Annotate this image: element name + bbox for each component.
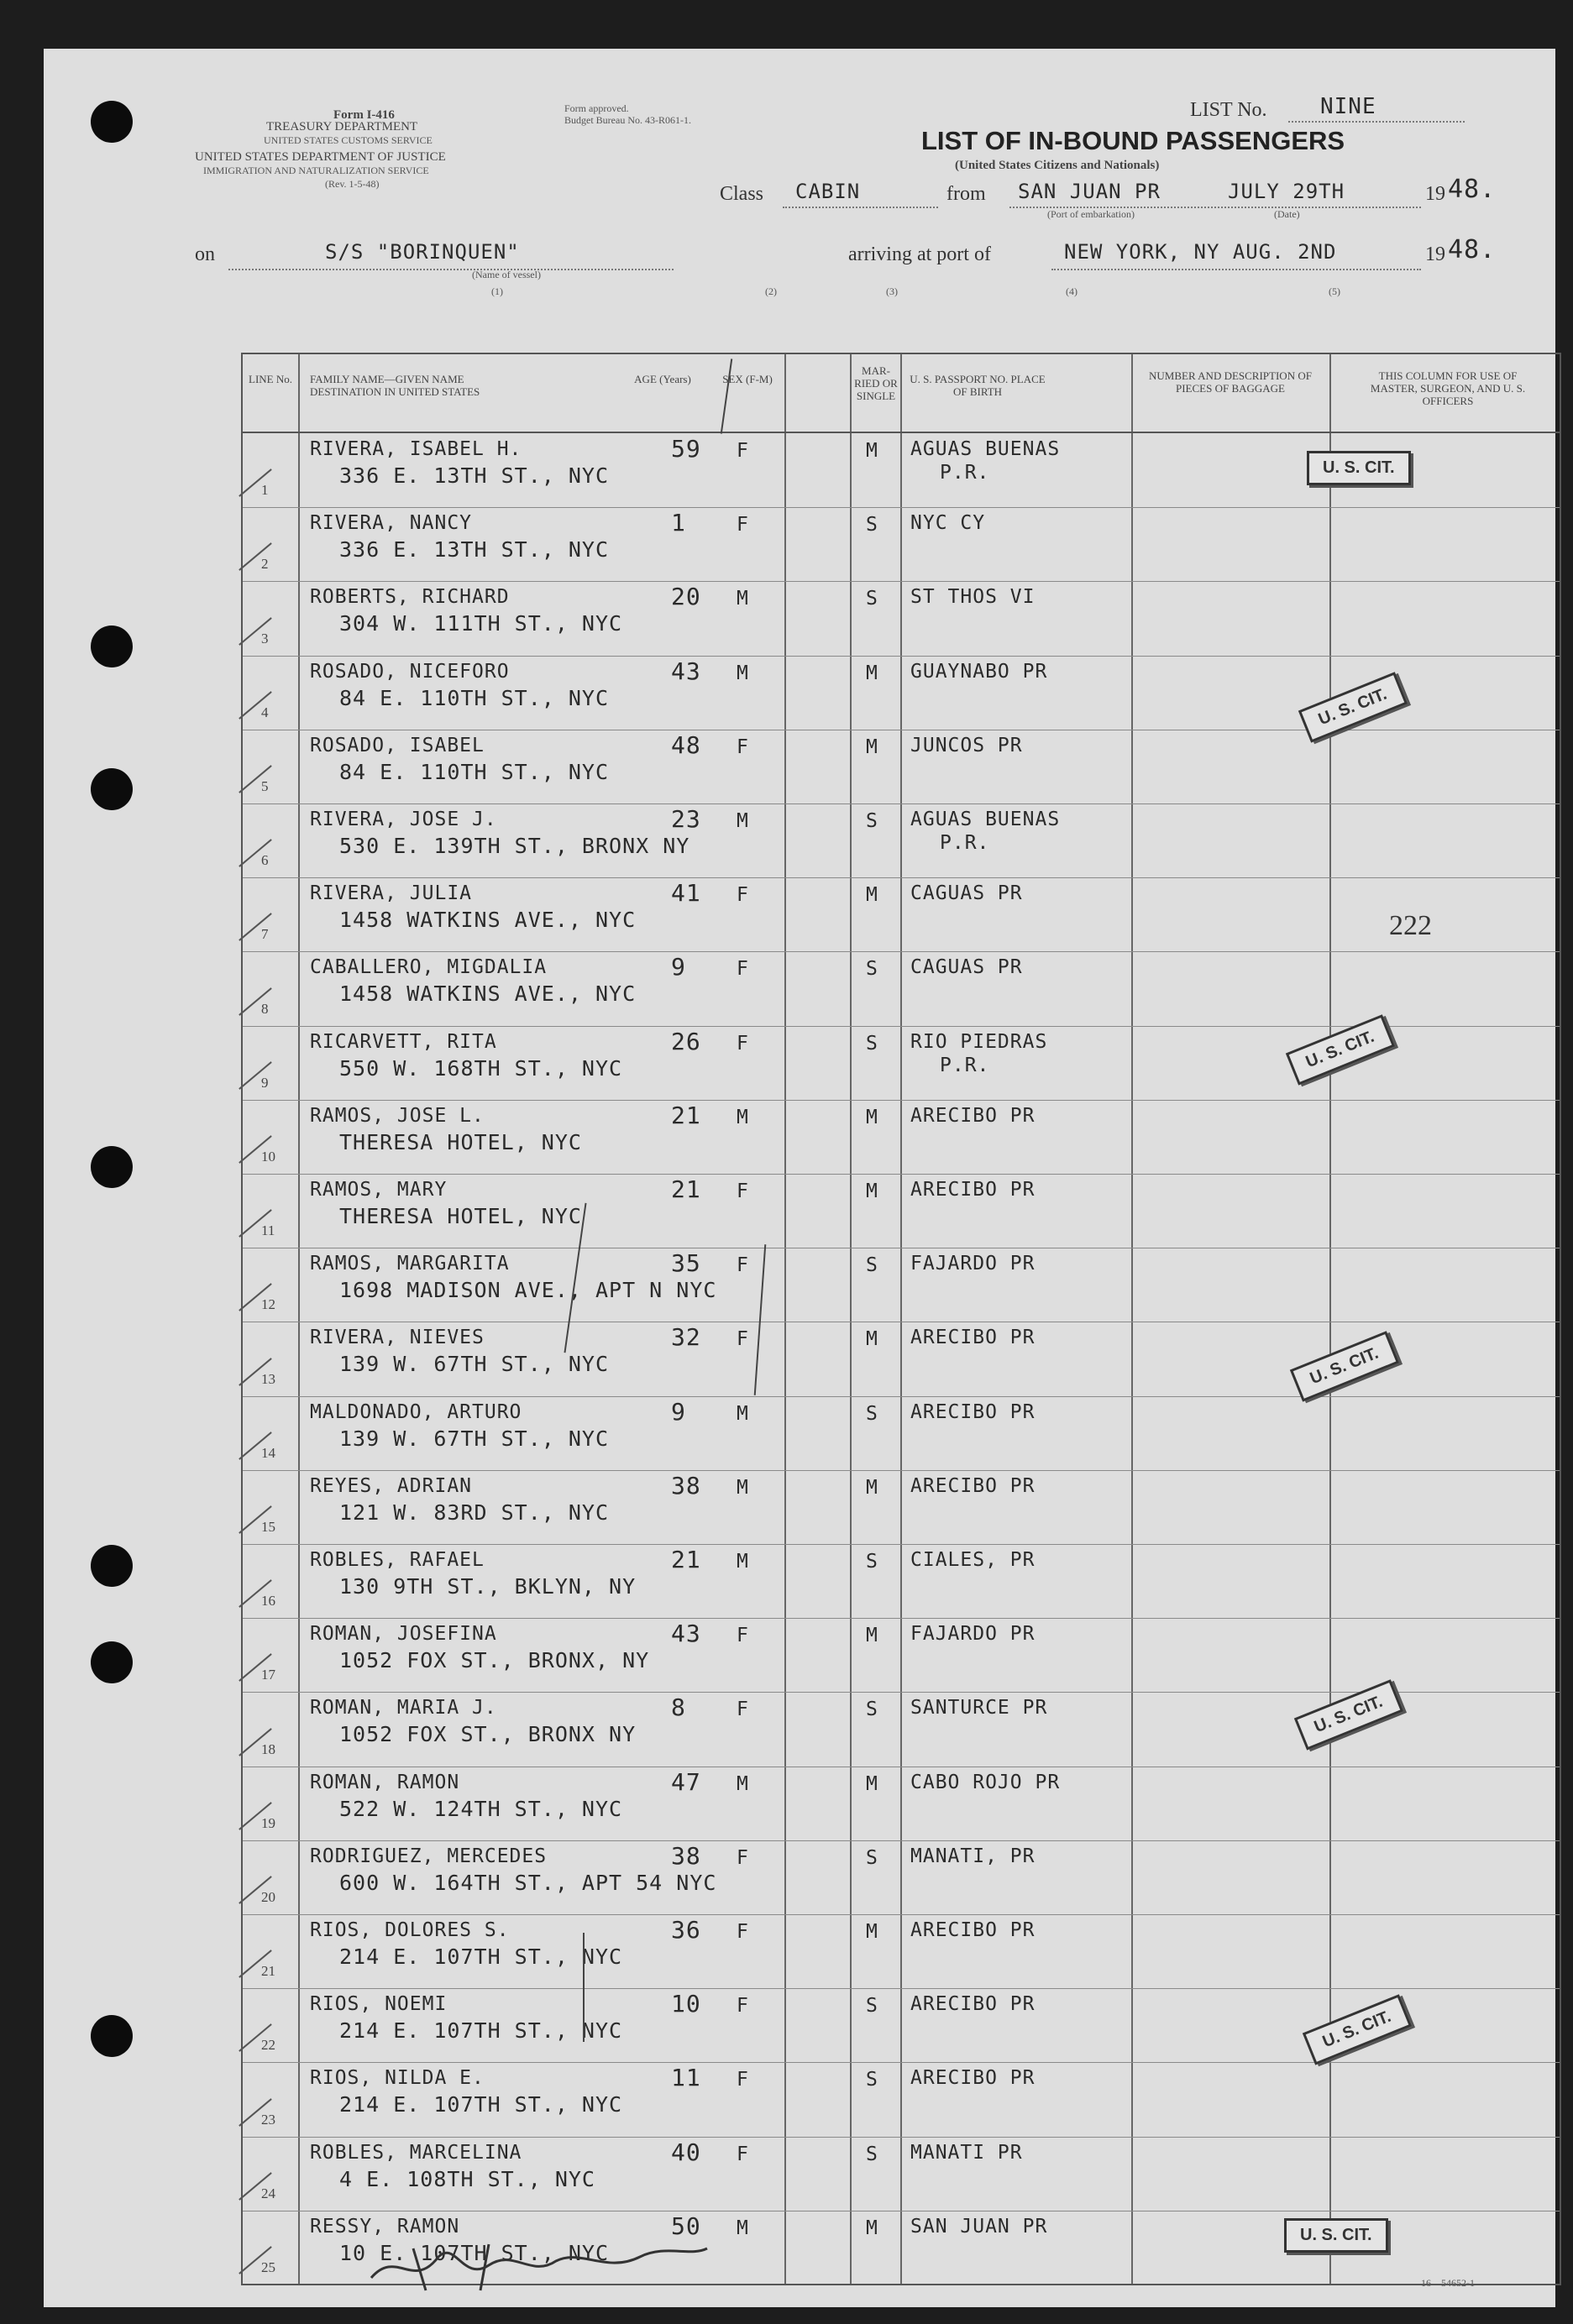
passenger-sex: M (737, 1106, 749, 1128)
birthplace: RIO PIEDRAS (910, 1030, 1048, 1053)
passenger-age: 20 (671, 583, 701, 611)
passenger-name: RAMOS, MARGARITA (310, 1253, 510, 1275)
arr-year-suffix: 48. (1448, 235, 1497, 264)
list-no-label: LIST No. (1190, 99, 1267, 121)
birthplace: AGUAS BUENAS (910, 438, 1061, 460)
line-number: 6 (261, 852, 269, 869)
marital-status: M (866, 1106, 878, 1128)
table-row (243, 1914, 1560, 1988)
marital-status: S (866, 1846, 878, 1869)
binder-hole (91, 1545, 133, 1587)
table-row (243, 1470, 1560, 1544)
header-age: AGE (Years) (634, 373, 691, 385)
birthplace: ARECIBO PR (910, 1993, 1036, 2016)
marital-status: M (866, 440, 878, 462)
row-rule (243, 1914, 1560, 1915)
birthplace: NYC CY (910, 512, 986, 535)
line-number: 4 (261, 704, 269, 720)
table-row (243, 730, 1560, 803)
passenger-sex: F (737, 2069, 749, 2091)
row-rule (243, 803, 1560, 804)
passenger-address: 530 E. 139TH ST., BRONX NY (339, 834, 690, 858)
birthplace: SAN JUAN PR (910, 2215, 1048, 2238)
line-number: 9 (261, 1074, 269, 1091)
vessel-name: S/S "BORINQUEN" (325, 240, 520, 264)
passenger-sex: M (737, 1772, 749, 1795)
ins-service: IMMIGRATION AND NATURALIZATION SERVICE (203, 165, 429, 176)
passenger-sex: F (737, 1699, 749, 1721)
birthplace: ARECIBO PR (910, 1400, 1036, 1423)
us-cit-stamp: U. S. CIT. (1290, 1331, 1399, 1401)
passenger-age: 41 (671, 879, 701, 908)
birthplace-line2: P.R. (940, 462, 990, 484)
passenger-age: 32 (671, 1323, 701, 1352)
passenger-age: 21 (671, 1101, 701, 1129)
table-row (243, 1840, 1560, 1914)
passenger-age: 11 (671, 2064, 701, 2092)
line-number: 23 (261, 2111, 275, 2128)
passenger-age: 47 (671, 1767, 701, 1796)
table-row (243, 1618, 1560, 1692)
header-sex: SEX (F-M) (722, 373, 773, 385)
table-row (243, 951, 1560, 1025)
form-title: LIST OF IN-BOUND PASSENGERS (921, 126, 1345, 155)
marital-status: S (866, 1254, 878, 1277)
row-rule (243, 877, 1560, 878)
passenger-name: RICARVETT, RITA (310, 1030, 497, 1053)
passenger-sex: F (737, 1032, 749, 1055)
vessel-caption: (Name of vessel) (472, 269, 541, 280)
passenger-name: RIVERA, JOSE J. (310, 809, 497, 830)
table-row (243, 1396, 1560, 1470)
passenger-age: 8 (671, 1693, 686, 1722)
line-number: 21 (261, 1963, 275, 1980)
row-rule (243, 2062, 1560, 2063)
passenger-sex: F (737, 1625, 749, 1647)
col-num-3: (3) (886, 285, 898, 297)
table-row (243, 581, 1560, 655)
date-caption: (Date) (1274, 208, 1300, 220)
passenger-age: 36 (671, 1916, 701, 1944)
binder-hole (91, 625, 133, 667)
passenger-address: 336 E. 13TH ST., NYC (339, 463, 610, 488)
birthplace: MANATI, PR (910, 1845, 1036, 1867)
line-number: 1 (261, 482, 269, 499)
birthplace: ARECIBO PR (910, 1919, 1036, 1941)
passenger-name: RIVERA, NANCY (310, 512, 473, 535)
passenger-age: 43 (671, 657, 701, 685)
treasury-department: TREASURY DEPARTMENT (266, 120, 418, 133)
passenger-age: 38 (671, 1471, 701, 1500)
passenger-age: 35 (671, 1249, 701, 1278)
signature (363, 2232, 716, 2299)
marital-status: S (866, 810, 878, 832)
passenger-address: 1052 FOX ST., BRONX NY (339, 1722, 637, 1747)
list-no-value: NINE (1320, 94, 1376, 119)
passenger-address: 214 E. 107TH ST., NYC (339, 2018, 623, 2044)
arrival-line (1051, 269, 1421, 270)
embark-date: JULY 29TH (1228, 180, 1345, 203)
passenger-age: 21 (671, 1175, 701, 1203)
passenger-age: 10 (671, 1990, 701, 2018)
passenger-sex: F (737, 1846, 749, 1869)
passenger-name: RIOS, DOLORES S. (310, 1919, 510, 1941)
birthplace-line2: P.R. (940, 1054, 990, 1076)
line-number: 8 (261, 1000, 269, 1017)
binder-hole (91, 768, 133, 810)
marital-status: M (866, 1921, 878, 1943)
row-rule (243, 656, 1560, 657)
passenger-sex: F (737, 1995, 749, 2018)
passenger-name: RESSY, RAMON (310, 2215, 460, 2238)
passenger-address: 600 W. 164TH ST., APT 54 NYC (339, 1870, 717, 1895)
table-row (243, 2137, 1560, 2211)
line-number: 15 (261, 1518, 275, 1535)
passenger-sex: F (737, 1254, 749, 1277)
customs-service: UNITED STATES CUSTOMS SERVICE (264, 134, 433, 146)
arrival-port: NEW YORK, NY AUG. 2ND (1064, 240, 1337, 264)
passenger-address: 304 W. 111TH ST., NYC (339, 611, 623, 636)
passenger-name: RIVERA, ISABEL H. (310, 438, 522, 460)
marital-status: S (866, 2069, 878, 2091)
birthplace: FAJARDO PR (910, 1253, 1036, 1275)
passenger-sex: F (737, 514, 749, 537)
class-line (783, 207, 938, 208)
passenger-address: 84 E. 110TH ST., NYC (339, 759, 610, 784)
form-approved: Form approved. (564, 102, 629, 114)
passenger-age: 9 (671, 953, 686, 981)
table-row (243, 507, 1560, 581)
row-rule (243, 1544, 1560, 1545)
row-rule (243, 1100, 1560, 1101)
birthplace: ARECIBO PR (910, 1474, 1036, 1497)
birthplace: AGUAS BUENAS (910, 809, 1061, 830)
marital-status: S (866, 1402, 878, 1425)
marital-status: M (866, 735, 878, 758)
passenger-sex: M (737, 1476, 749, 1499)
budget-bureau: Budget Bureau No. 43-R061-1. (564, 114, 691, 126)
marital-status: M (866, 1180, 878, 1202)
passenger-sex: F (737, 735, 749, 758)
line-number: 3 (261, 630, 269, 646)
birthplace: SANTURCE PR (910, 1697, 1048, 1719)
passenger-address: 522 W. 124TH ST., NYC (339, 1796, 623, 1821)
port-caption: (Port of embarkation) (1047, 208, 1135, 220)
table-row (243, 1100, 1560, 1174)
table-row (243, 2062, 1560, 2136)
birthplace: ARECIBO PR (910, 1104, 1036, 1127)
us-cit-stamp: U. S. CIT. (1298, 672, 1408, 742)
passenger-address: 1698 MADISON AVE., APT N NYC (339, 1278, 717, 1303)
marital-status: M (866, 884, 878, 907)
passenger-name: ROBERTS, RICHARD (310, 586, 510, 609)
passenger-age: 59 (671, 435, 701, 463)
passenger-name: ROBLES, RAFAEL (310, 1549, 485, 1571)
birthplace: ARECIBO PR (910, 1327, 1036, 1349)
header-officers: THIS COLUMN FOR USE OF MASTER, SURGEON, AND U. S. OFFICERS (1370, 369, 1526, 407)
table-row (243, 1767, 1560, 1840)
table-row (243, 1544, 1560, 1618)
line-number: 24 (261, 2185, 275, 2201)
passenger-address: THERESA HOTEL, NYC (339, 1204, 582, 1228)
list-no-line (1288, 121, 1465, 123)
line-number: 10 (261, 1148, 275, 1165)
passenger-age: 43 (671, 1620, 701, 1648)
embark-port: SAN JUAN PR (1018, 180, 1161, 203)
passenger-sex: M (737, 1402, 749, 1425)
marital-status: S (866, 1699, 878, 1721)
year-prefix: 19 (1425, 183, 1445, 205)
us-cit-stamp: U. S. CIT. (1286, 1014, 1395, 1085)
passenger-age: 50 (671, 2211, 701, 2240)
marital-status: M (866, 1772, 878, 1795)
passenger-sex: M (737, 810, 749, 832)
birthplace: CAGUAS PR (910, 882, 1023, 905)
header-name: FAMILY NAME—GIVEN NAME DESTINATION IN UNITED STATES (310, 373, 480, 398)
birthplace: JUNCOS PR (910, 734, 1023, 756)
row-rule (243, 507, 1560, 508)
passenger-name: RAMOS, JOSE L. (310, 1104, 485, 1127)
passenger-sex: M (737, 588, 749, 610)
passenger-name: ROMAN, RAMON (310, 1771, 460, 1793)
birthplace: MANATI PR (910, 2141, 1023, 2164)
passenger-address: 121 W. 83RD ST., NYC (339, 1500, 610, 1525)
class-label: Class (720, 183, 764, 205)
row-rule (243, 1174, 1560, 1175)
marital-status: M (866, 2217, 878, 2239)
row-rule (243, 1840, 1560, 1841)
line-number: 11 (261, 1222, 275, 1239)
passenger-age: 48 (671, 730, 701, 759)
arriving-label: arriving at port of (848, 243, 991, 265)
manifest-sheet (44, 49, 1555, 2307)
passenger-address: 1458 WATKINS AVE., NYC (339, 981, 637, 1007)
passenger-address: 214 E. 107TH ST., NYC (339, 2092, 623, 2117)
year-suffix: 48. (1448, 175, 1497, 204)
on-label: on (195, 243, 215, 265)
footer-code: 16—54652-1 (1421, 2277, 1475, 2289)
us-cit-stamp: U. S. CIT. (1284, 2218, 1388, 2253)
marital-status: M (866, 1625, 878, 1647)
header-line: LINE No. (249, 373, 292, 385)
vessel-line (228, 269, 674, 270)
form-subtitle: (United States Citizens and Nationals) (955, 159, 1160, 172)
line-number: 5 (261, 777, 269, 794)
header-passport: U. S. PASSPORT NO. PLACE OF BIRTH (910, 373, 1046, 398)
passenger-name: CABALLERO, MIGDALIA (310, 956, 548, 979)
marital-status: S (866, 1032, 878, 1055)
passenger-age: 38 (671, 1841, 701, 1870)
us-cit-stamp: U. S. CIT. (1303, 1994, 1412, 2065)
line-number: 17 (261, 1667, 275, 1683)
passenger-address: 336 E. 13TH ST., NYC (339, 537, 610, 563)
pen-check-mark (721, 359, 733, 433)
passenger-address: 10 E. 107TH ST., NYC (339, 2240, 610, 2265)
passenger-address: 4 E. 108TH ST., NYC (339, 2166, 595, 2191)
us-cit-stamp: U. S. CIT. (1294, 1679, 1403, 1750)
line-number: 14 (261, 1444, 275, 1461)
form-number: Form I-416 (333, 108, 395, 122)
birthplace: CABO ROJO PR (910, 1771, 1061, 1793)
passenger-age: 21 (671, 1546, 701, 1573)
justice-department: UNITED STATES DEPARTMENT OF JUSTICE (195, 150, 446, 164)
pen-check-mark (583, 1933, 585, 2042)
col-num-2: (2) (765, 285, 777, 297)
row-rule (243, 2137, 1560, 2138)
passenger-address: THERESA HOTEL, NYC (339, 1129, 582, 1154)
col-num-1: (1) (491, 285, 503, 297)
passenger-name: MALDONADO, ARTURO (310, 1400, 522, 1423)
passenger-address: 1458 WATKINS AVE., NYC (339, 908, 637, 933)
line-number: 2 (261, 556, 269, 573)
passenger-name: RODRIGUEZ, MERCEDES (310, 1845, 548, 1867)
binder-hole (91, 2015, 133, 2057)
line-number: 18 (261, 1740, 275, 1757)
col-num-4: (4) (1066, 285, 1078, 297)
passenger-age: 23 (671, 805, 701, 833)
passenger-table (241, 353, 1561, 2285)
passenger-name: REYES, ADRIAN (310, 1474, 473, 1497)
line-number: 7 (261, 926, 269, 943)
passenger-name: RIOS, NILDA E. (310, 2067, 485, 2090)
row-rule (243, 1618, 1560, 1619)
passenger-age: 40 (671, 2138, 701, 2166)
row-rule (243, 1470, 1560, 1471)
passenger-sex: F (737, 884, 749, 907)
birthplace: ST THOS VI (910, 586, 1036, 609)
marital-status: S (866, 1995, 878, 2018)
table-row (243, 1174, 1560, 1248)
passenger-address: 1052 FOX ST., BRONX, NY (339, 1648, 650, 1673)
birthplace: CIALES, PR (910, 1549, 1036, 1571)
passenger-age: 26 (671, 1027, 701, 1055)
passenger-name: ROSADO, ISABEL (310, 734, 485, 756)
passenger-age: 1 (671, 509, 686, 537)
header-baggage: NUMBER AND DESCRIPTION OF PIECES OF BAGGAGE (1149, 369, 1312, 395)
passenger-address: 214 E. 107TH ST., NYC (339, 1945, 623, 1969)
marital-status: S (866, 514, 878, 537)
passenger-sex: F (737, 958, 749, 981)
passenger-name: ROBLES, MARCELINA (310, 2141, 522, 2164)
table-row (243, 803, 1560, 877)
line-number: 19 (261, 1814, 275, 1831)
passenger-sex: M (737, 2217, 749, 2239)
arr-year-prefix: 19 (1425, 243, 1445, 265)
binder-hole (91, 101, 133, 143)
us-cit-stamp: U. S. CIT. (1307, 451, 1411, 485)
class-value: CABIN (795, 180, 861, 203)
passenger-name: RIVERA, JULIA (310, 882, 473, 905)
passenger-name: RIOS, NOEMI (310, 1993, 448, 2016)
marital-status: S (866, 1551, 878, 1573)
passenger-sex: F (737, 2143, 749, 2165)
marital-status: S (866, 2143, 878, 2165)
row-rule (243, 951, 1560, 952)
passenger-address: 130 9TH ST., BKLYN, NY (339, 1574, 637, 1599)
line-number: 22 (261, 2037, 275, 2054)
passenger-name: ROMAN, MARIA J. (310, 1697, 497, 1719)
row-rule (243, 1988, 1560, 1989)
row-rule (243, 581, 1560, 582)
revision: (Rev. 1-5-48) (325, 178, 380, 190)
line-number: 12 (261, 1296, 275, 1313)
line-number: 20 (261, 1888, 275, 1905)
birthplace: GUAYNABO PR (910, 660, 1048, 683)
passenger-sex: F (737, 1921, 749, 1943)
passenger-sex: F (737, 1328, 749, 1351)
passenger-age: 9 (671, 1397, 686, 1426)
passenger-name: RIVERA, NIEVES (310, 1327, 485, 1349)
birthplace: ARECIBO PR (910, 1179, 1036, 1201)
passenger-address: 139 W. 67TH ST., NYC (339, 1352, 610, 1377)
passenger-address: 550 W. 168TH ST., NYC (339, 1055, 623, 1081)
line-number: 13 (261, 1370, 275, 1387)
passenger-sex: M (737, 662, 749, 684)
birthplace-line2: P.R. (940, 832, 990, 854)
passenger-name: ROMAN, JOSEFINA (310, 1623, 497, 1646)
from-label: from (946, 183, 986, 205)
line-number: 16 (261, 1593, 275, 1610)
handwritten-note: 222 (1389, 910, 1432, 941)
table-row (243, 1248, 1560, 1322)
marital-status: M (866, 1476, 878, 1499)
col-num-5: (5) (1329, 285, 1340, 297)
passenger-address: 84 E. 110TH ST., NYC (339, 685, 610, 710)
marital-status: S (866, 588, 878, 610)
passenger-sex: F (737, 440, 749, 462)
passenger-name: ROSADO, NICEFORO (310, 660, 510, 683)
passenger-sex: F (737, 1180, 749, 1202)
table-row (243, 877, 1560, 951)
birthplace: ARECIBO PR (910, 2067, 1036, 2090)
header-married: MAR-RIED OR SINGLE (854, 364, 898, 402)
marital-status: M (866, 662, 878, 684)
binder-hole (91, 1146, 133, 1188)
binder-hole (91, 1641, 133, 1683)
row-rule (243, 1396, 1560, 1397)
passenger-address: 139 W. 67TH ST., NYC (339, 1426, 610, 1451)
passenger-name: RAMOS, MARY (310, 1179, 448, 1201)
birthplace: FAJARDO PR (910, 1623, 1036, 1646)
line-number: 25 (261, 2259, 275, 2275)
marital-status: S (866, 958, 878, 981)
marital-status: M (866, 1328, 878, 1351)
passenger-sex: M (737, 1551, 749, 1573)
birthplace: CAGUAS PR (910, 956, 1023, 979)
